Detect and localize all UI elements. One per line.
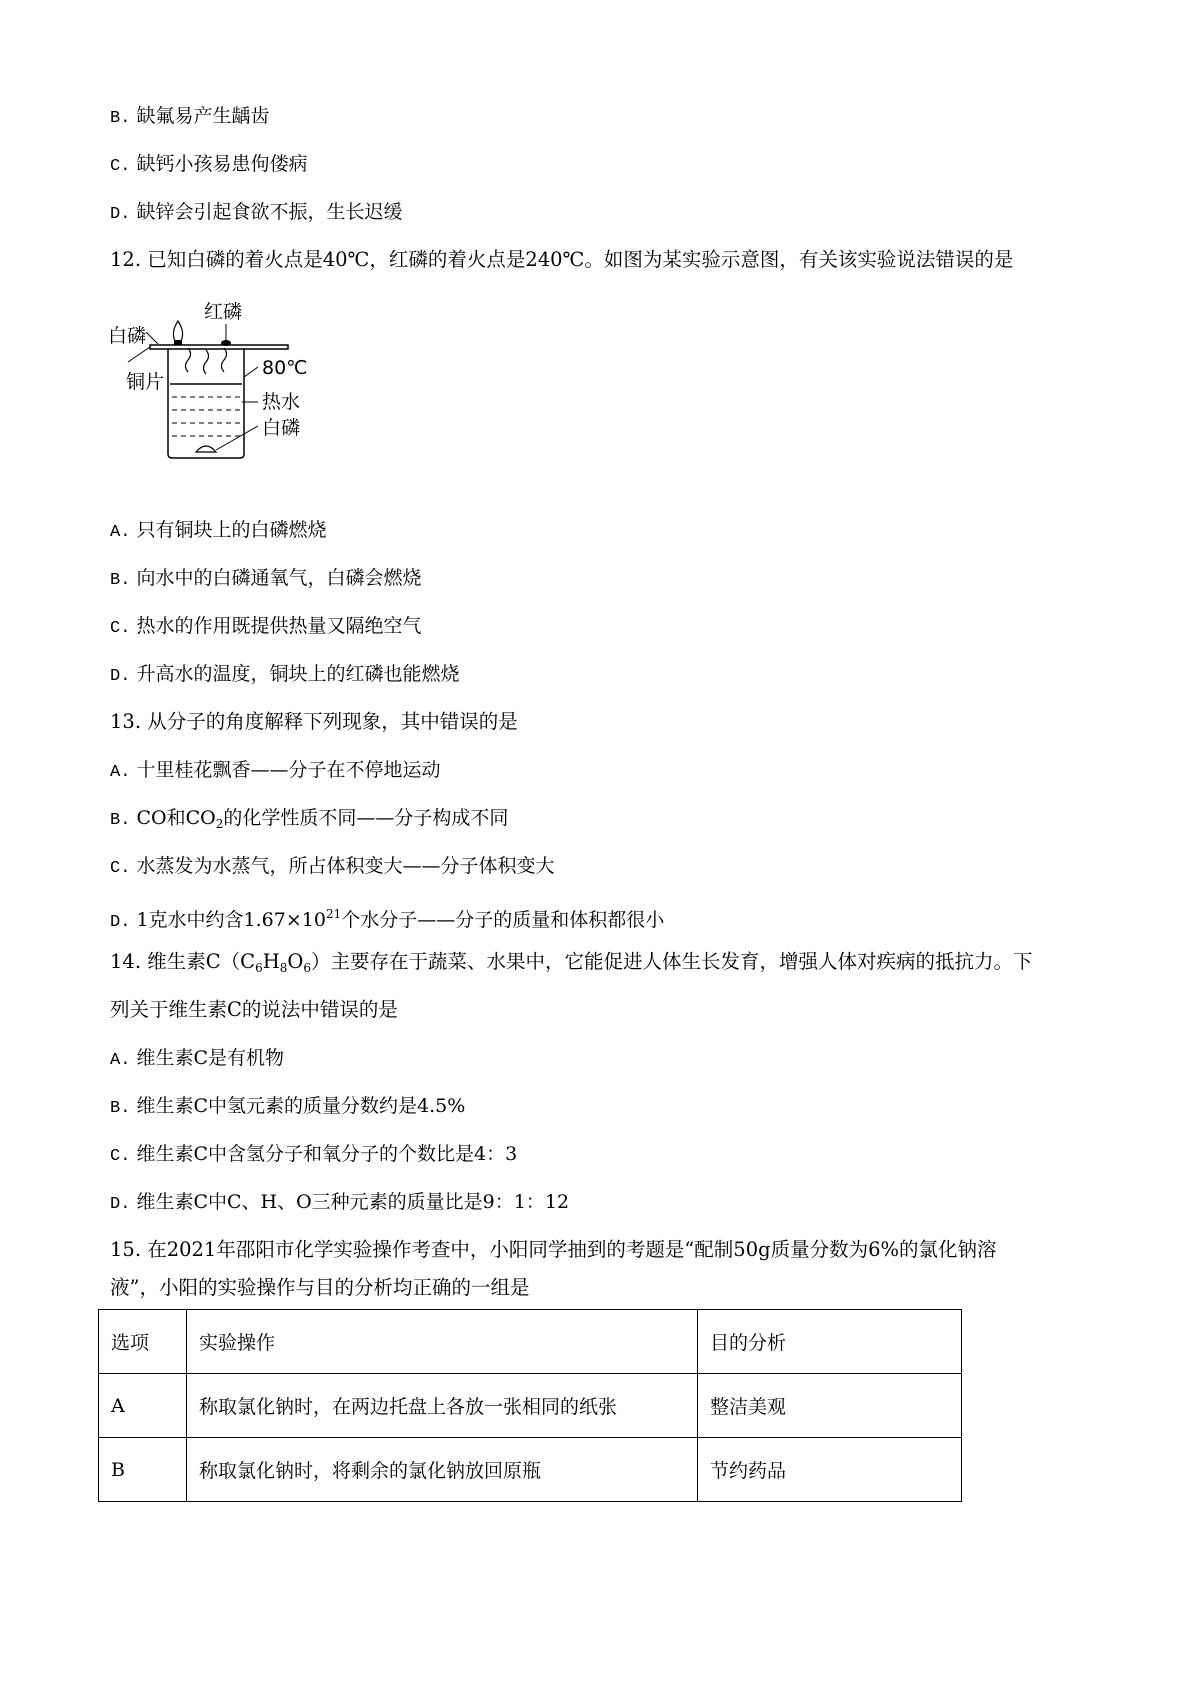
q13-option-c [110, 854, 554, 881]
option-text: 热水的作用既提供热量又隔绝空气 [136, 615, 422, 637]
subscript: 2 [215, 817, 224, 831]
red-phosphorus [221, 340, 231, 346]
subscript: 6 [303, 961, 311, 975]
option-letter: C. [110, 157, 131, 176]
q12-stem: 12. 已知白磷的着火点是40℃，红磷的着火点是240℃。如图为某实验示意图，有关该实验说法错误的是 [110, 248, 1014, 271]
q12-option-c [110, 614, 421, 641]
experiment-diagram [108, 302, 338, 472]
option-text: 十里桂花飘香——分子在不停地运动 [136, 759, 441, 781]
label-red-phosphorus: 红磷 [204, 302, 243, 323]
stem-text: ）主要存在于蔬菜、水果中，它能促进人体生长发育，增强人体对疾病的抵抗力。下 [311, 950, 1033, 973]
table-cell: 称取氯化钠时，在两边托盘上各放一张相同的纸张 [187, 1374, 698, 1438]
table-row [99, 1438, 962, 1502]
steam [186, 348, 191, 372]
q14-option-b [110, 1094, 465, 1121]
option-letter: D. [110, 1195, 131, 1214]
option-letter: A. [110, 1051, 131, 1070]
beaker [168, 349, 244, 458]
option-text-post: 个水分子——分子的质量和体积都很小 [341, 909, 665, 931]
leader-white-p-bottom [216, 426, 258, 450]
subscript: 8 [279, 961, 288, 975]
copper-plate [150, 345, 288, 349]
table-cell: 称取氯化钠时，将剩余的氯化钠放回原瓶 [187, 1438, 698, 1502]
option-text: 维生素C中氢元素的质量分数约是4.5% [136, 1095, 466, 1117]
white-phosphorus-underwater [196, 446, 216, 452]
table-cell: 节约药品 [698, 1438, 962, 1502]
table-row [99, 1374, 962, 1438]
q13-option-b [110, 806, 508, 836]
superscript: 21 [325, 907, 342, 921]
q13-option-a [110, 758, 440, 785]
option-text: 水蒸发为水蒸气，所占体积变大——分子体积变大 [136, 855, 555, 877]
option-text: 缺钙小孩易患佝偻病 [136, 153, 308, 175]
option-text: 维生素C中含氢分子和氧分子的个数比是4：3 [136, 1143, 518, 1165]
steam [204, 350, 209, 374]
q14-option-a [110, 1046, 284, 1073]
flame-icon [173, 321, 182, 343]
table-cell: B [99, 1438, 187, 1502]
q15-stem-line1: 15. 在2021年邵阳市化学实验操作考查中，小阳同学抽到的考题是“配制50g质量分数为6%的氯化钠溶 [110, 1238, 997, 1261]
q12-option-b [110, 566, 421, 593]
q13-option-d [110, 902, 664, 935]
option-text: 只有铜块上的白磷燃烧 [136, 519, 327, 541]
option-letter: D. [110, 667, 131, 686]
q12-option-d [110, 662, 459, 689]
label-white-phosphorus-top: 白磷 [108, 325, 147, 347]
q14-option-d [110, 1190, 569, 1217]
subscript: 6 [255, 961, 263, 975]
option-text: 维生素C是有机物 [136, 1047, 284, 1069]
white-phosphorus-top [174, 340, 182, 345]
steam [222, 348, 227, 372]
q14-stem-line1 [110, 950, 1033, 980]
table-header-row [99, 1310, 962, 1374]
option-letter: A. [110, 763, 131, 782]
q15-options-table [98, 1309, 962, 1502]
option-letter: D. [110, 913, 131, 932]
q12-option-a [110, 518, 326, 545]
option-text-pre: CO和CO [136, 807, 216, 829]
leader-copper [128, 347, 150, 362]
q12-experiment-figure [108, 302, 338, 472]
option-text: 维生素C中C、H、O三种元素的质量比是9：1：12 [136, 1191, 570, 1213]
option-text-pre: 1克水中约含1.67×10 [136, 909, 326, 931]
option-text-post: 的化学性质不同——分子构成不同 [223, 807, 509, 829]
option-text: 升高水的温度，铜块上的红磷也能燃烧 [136, 663, 460, 685]
option-text: 缺锌会引起食欲不振，生长迟缓 [136, 201, 403, 223]
table-cell: 整洁美观 [698, 1374, 962, 1438]
stem-text: H [262, 950, 280, 973]
option-letter: B. [110, 811, 131, 830]
stem-text: 14. 维生素C（C [110, 950, 256, 973]
label-temperature: 80℃ [262, 357, 308, 379]
label-white-phosphorus-bottom: 白磷 [262, 417, 301, 439]
q11-option-c [110, 152, 307, 179]
option-letter: B. [110, 109, 131, 128]
label-copper-plate: 铜片 [126, 371, 165, 393]
header-cell-purpose: 目的分析 [698, 1310, 962, 1374]
option-letter: C. [110, 619, 131, 638]
leader-white-p [146, 332, 158, 344]
q11-option-d [110, 200, 402, 227]
label-hot-water: 热水 [262, 391, 301, 413]
option-letter: C. [110, 1147, 131, 1166]
q11-option-b [110, 104, 269, 131]
q14-stem-line2: 列关于维生素C的说法中错误的是 [110, 998, 398, 1021]
option-letter: B. [110, 571, 131, 590]
q13-stem: 13. 从分子的角度解释下列现象，其中错误的是 [110, 710, 518, 733]
option-text: 缺氟易产生龋齿 [136, 105, 270, 127]
option-text: 向水中的白磷通氧气，白磷会燃烧 [136, 567, 422, 589]
option-letter: D. [110, 205, 131, 224]
stem-text: O [287, 950, 304, 973]
option-letter: A. [110, 523, 131, 542]
leader-temp [244, 367, 258, 377]
table-cell: A [99, 1374, 187, 1438]
option-letter: C. [110, 859, 131, 878]
q14-option-c [110, 1142, 517, 1169]
option-letter: B. [110, 1099, 131, 1118]
header-cell-operation: 实验操作 [187, 1310, 698, 1374]
q15-stem-line2: 液”，小阳的实验操作与目的分析均正确的一组是 [110, 1276, 530, 1299]
header-cell-option: 选项 [99, 1310, 187, 1374]
